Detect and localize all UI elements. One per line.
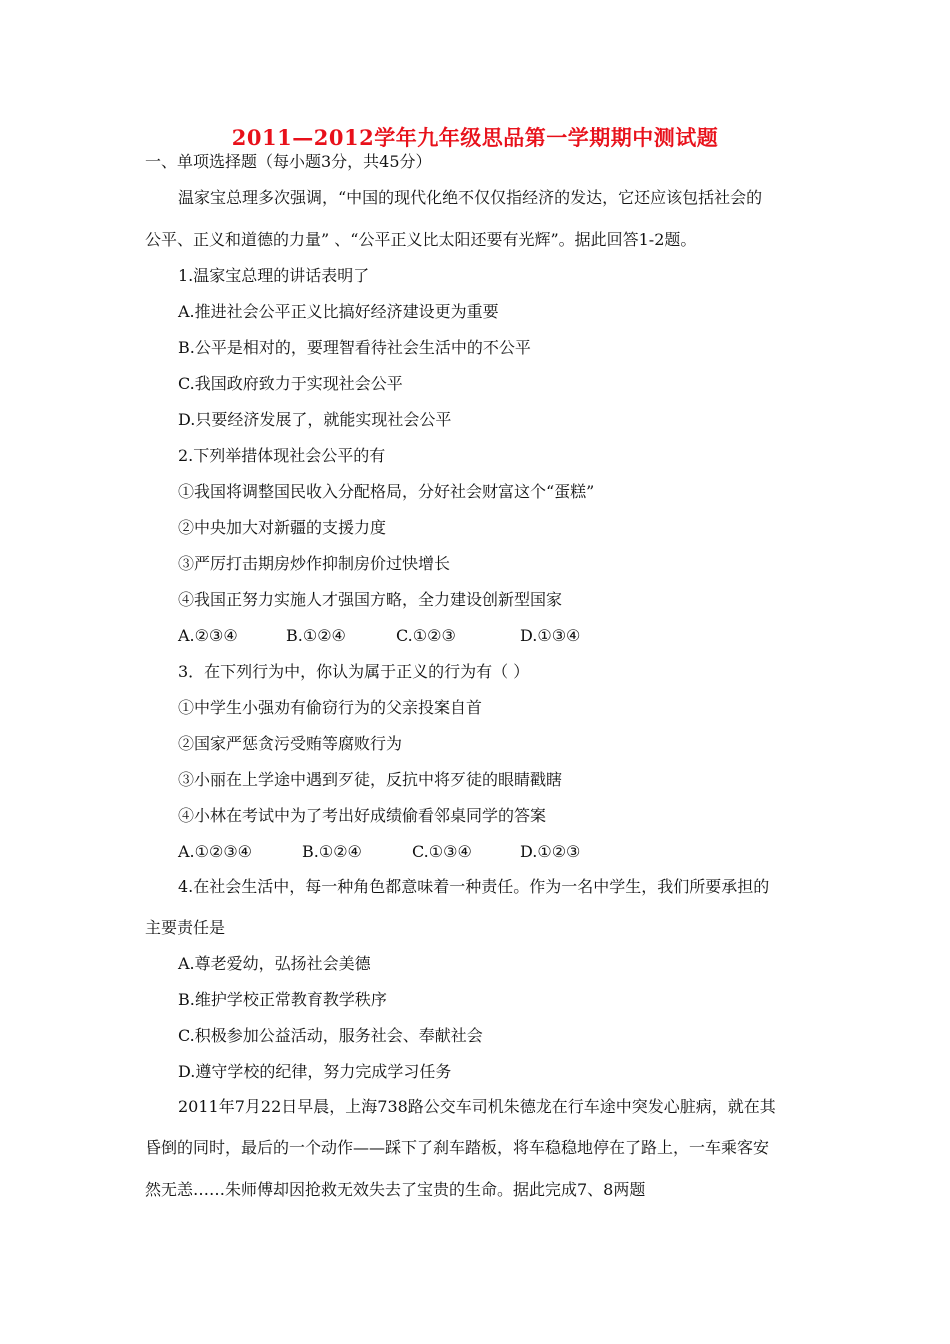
closing-paragraph-line: 2011年7月22日早晨，上海738路公交车司机朱德龙在行车途中突发心脏病，就在其	[178, 1097, 776, 1116]
page-title: 2011—2012学年九年级思品第一学期期中测试题	[231, 125, 719, 150]
question-4-stem: 4.在社会生活中，每一种角色都意味着一种责任。作为一名中学生，我们所要承担的	[178, 877, 770, 896]
question-2-item: ④我国正努力实施人才强国方略，全力建设创新型国家	[178, 590, 563, 609]
question-2-item: ③严厉打击期房炒作抑制房价过快增长	[178, 554, 451, 573]
question-2-choice: C.①②③	[396, 626, 456, 645]
question-1-option: C.我国政府致力于实现社会公平	[178, 374, 403, 393]
question-2-item: ①我国将调整国民收入分配格局，分好社会财富这个“蛋糕”	[178, 482, 595, 501]
question-2-choice: D.①③④	[520, 626, 581, 645]
intro-paragraph-line: 公平、正义和道德的力量” 、“公平正义比太阳还要有光辉”。据此回答1-2题。	[145, 230, 697, 249]
question-4-option: D.遵守学校的纪律，努力完成学习任务	[178, 1062, 452, 1081]
question-4-option: C.积极参加公益活动，服务社会、奉献社会	[178, 1026, 483, 1045]
question-3-stem: 3．在下列行为中，你认为属于正义的行为有（ ）	[178, 662, 530, 681]
question-1-stem: 1.温家宝总理的讲话表明了	[178, 266, 370, 285]
closing-paragraph-line: 昏倒的同时，最后的一个动作——踩下了刹车踏板，将车稳稳地停在了路上，一车乘客安	[145, 1138, 770, 1157]
question-4-stem: 主要责任是	[145, 918, 226, 937]
question-2-choice: A.②③④	[178, 626, 238, 645]
question-2-choice: B.①②④	[286, 626, 346, 645]
question-4-option: A.尊老爱幼，弘扬社会美德	[178, 954, 371, 973]
question-3-item: ③小丽在上学途中遇到歹徒，反抗中将歹徒的眼睛戳瞎	[178, 770, 563, 789]
question-3-item: ①中学生小强劝有偷窃行为的父亲投案自首	[178, 698, 483, 717]
question-1-option: D.只要经济发展了，就能实现社会公平	[178, 410, 452, 429]
question-3-item: ④小林在考试中为了考出好成绩偷看邻桌同学的答案	[178, 806, 547, 825]
question-3-item: ②国家严惩贪污受贿等腐败行为	[178, 734, 403, 753]
question-3-choice: B.①②④	[302, 842, 362, 861]
question-1-option: A.推进社会公平正义比搞好经济建设更为重要	[178, 302, 499, 321]
intro-paragraph-line: 温家宝总理多次强调，“中国的现代化绝不仅仅指经济的发达，它还应该包括社会的	[178, 188, 763, 207]
section-heading: 一、单项选择题（每小题3分，共45分）	[145, 152, 432, 171]
question-2-stem: 2.下列举措体现社会公平的有	[178, 446, 386, 465]
question-2-item: ②中央加大对新疆的支援力度	[178, 518, 387, 537]
closing-paragraph-line: 然无恙……朱师傅却因抢救无效失去了宝贵的生命。据此完成7、8两题	[145, 1180, 646, 1199]
question-4-option: B.维护学校正常教育教学秩序	[178, 990, 387, 1009]
question-3-choice: A.①②③④	[178, 842, 253, 861]
question-3-choice: D.①②③	[520, 842, 581, 861]
question-3-choice: C.①③④	[412, 842, 472, 861]
question-1-option: B.公平是相对的，要理智看待社会生活中的不公平	[178, 338, 531, 357]
